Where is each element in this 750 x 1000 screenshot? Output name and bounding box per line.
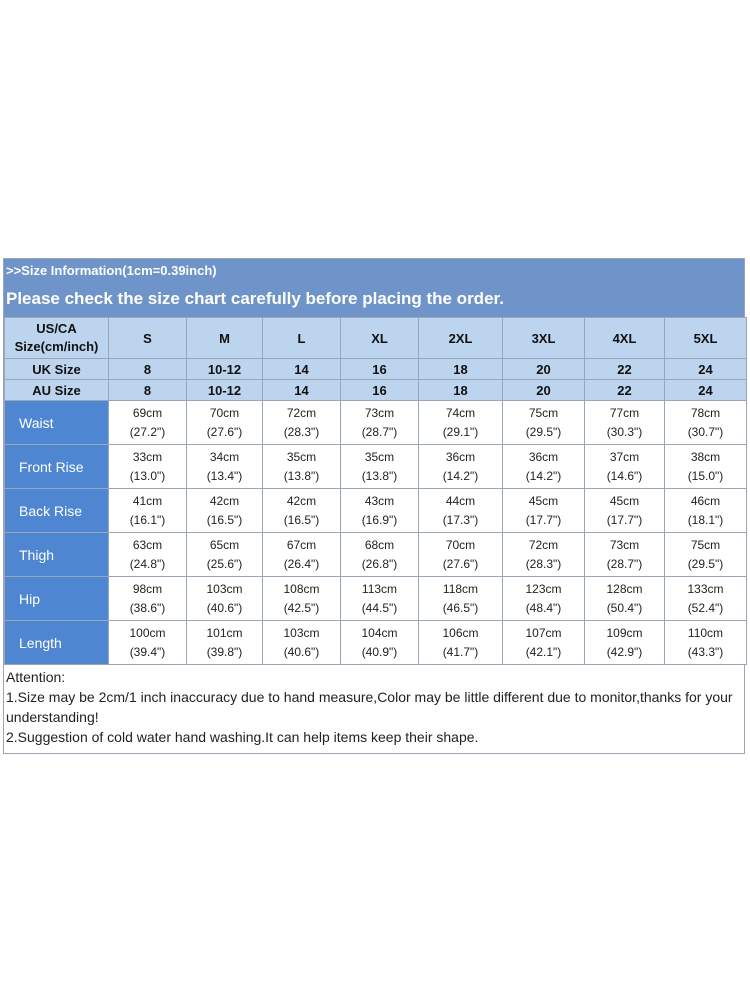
cm-value: 43cm bbox=[364, 493, 395, 508]
cm-value: 123cm bbox=[525, 581, 562, 596]
table-row bbox=[5, 401, 747, 445]
inch-value: (13.0") bbox=[129, 468, 166, 483]
measure-cell bbox=[585, 401, 665, 445]
measure-cell bbox=[109, 401, 187, 445]
corner-label bbox=[5, 318, 109, 359]
attention-notes bbox=[4, 665, 744, 753]
inch-value: (28.7") bbox=[606, 556, 643, 571]
inch-value: (24.8") bbox=[129, 556, 166, 571]
attention-note-2: 2.Suggestion of cold water hand washing.It can help items keep their shape. bbox=[6, 729, 479, 745]
inch-value: (27.2") bbox=[129, 424, 166, 439]
cm-value: 118cm bbox=[442, 581, 479, 596]
measure-label: Waist bbox=[5, 401, 109, 445]
measure-cell bbox=[419, 621, 503, 665]
inch-value: (28.3") bbox=[525, 556, 562, 571]
au-size-row bbox=[5, 380, 747, 401]
inch-value: (39.8") bbox=[206, 644, 243, 659]
inch-value: (17.7") bbox=[525, 512, 562, 527]
measure-cell bbox=[341, 401, 419, 445]
inch-value: (50.4") bbox=[606, 600, 643, 615]
cm-value: 108cm bbox=[283, 581, 320, 596]
measure-cell bbox=[263, 401, 341, 445]
inch-value: (38.6") bbox=[129, 600, 166, 615]
cm-value: 128cm bbox=[606, 581, 643, 596]
measure-cell bbox=[263, 445, 341, 489]
measure-cell bbox=[109, 445, 187, 489]
cm-value: 101cm bbox=[206, 625, 243, 640]
inch-value: (28.7") bbox=[361, 424, 398, 439]
cm-value: 70cm bbox=[445, 537, 476, 552]
inch-value: (43.3") bbox=[687, 644, 724, 659]
au-size-value: 18 bbox=[419, 380, 503, 401]
measure-cell bbox=[187, 533, 263, 577]
measure-cell bbox=[187, 401, 263, 445]
inch-value: (26.8") bbox=[361, 556, 398, 571]
cm-value: 110cm bbox=[687, 625, 724, 640]
measure-cell bbox=[585, 577, 665, 621]
cm-value: 70cm bbox=[209, 405, 240, 420]
cm-value: 133cm bbox=[687, 581, 724, 596]
inch-value: (40.6") bbox=[283, 644, 320, 659]
inch-value: (27.6") bbox=[442, 556, 479, 571]
au-size-value: 22 bbox=[585, 380, 665, 401]
us-size-4xl: 4XL bbox=[585, 318, 665, 359]
check-notice-banner: Please check the size chart carefully before placing the order. bbox=[4, 283, 744, 317]
inch-value: (39.4") bbox=[129, 644, 166, 659]
measure-cell bbox=[503, 401, 585, 445]
measure-cell bbox=[341, 577, 419, 621]
attention-title: Attention: bbox=[6, 669, 66, 685]
inch-value: (18.1") bbox=[687, 512, 724, 527]
measure-cell bbox=[419, 577, 503, 621]
measure-cell bbox=[503, 621, 585, 665]
table-row bbox=[5, 621, 747, 665]
cm-value: 41cm bbox=[132, 493, 163, 508]
cm-value: 44cm bbox=[445, 493, 476, 508]
inch-value: (27.6") bbox=[206, 424, 243, 439]
table-row bbox=[5, 445, 747, 489]
measure-cell bbox=[109, 533, 187, 577]
cm-value: 107cm bbox=[525, 625, 562, 640]
uk-size-value: 10-12 bbox=[187, 359, 263, 380]
cm-value: 42cm bbox=[286, 493, 317, 508]
inch-value: (29.5") bbox=[525, 424, 562, 439]
inch-value: (26.4") bbox=[283, 556, 320, 571]
measure-cell bbox=[665, 445, 747, 489]
inch-value: (16.5") bbox=[206, 512, 243, 527]
us-size-m: M bbox=[187, 318, 263, 359]
cm-value: 67cm bbox=[286, 537, 317, 552]
uk-size-value: 16 bbox=[341, 359, 419, 380]
cm-value: 37cm bbox=[609, 449, 640, 464]
au-size-value: 16 bbox=[341, 380, 419, 401]
cm-value: 63cm bbox=[132, 537, 163, 552]
au-size-value: 14 bbox=[263, 380, 341, 401]
corner-label-unit: Size(cm/inch) bbox=[14, 339, 99, 354]
cm-value: 73cm bbox=[609, 537, 640, 552]
measure-cell bbox=[109, 577, 187, 621]
inch-value: (29.5") bbox=[687, 556, 724, 571]
measure-cell bbox=[585, 445, 665, 489]
inch-value: (14.6") bbox=[606, 468, 643, 483]
measure-cell bbox=[109, 621, 187, 665]
uk-size-row bbox=[5, 359, 747, 380]
cm-value: 78cm bbox=[690, 405, 721, 420]
measure-cell bbox=[503, 445, 585, 489]
cm-value: 106cm bbox=[442, 625, 479, 640]
inch-value: (44.5") bbox=[361, 600, 398, 615]
measure-cell bbox=[503, 577, 585, 621]
measure-cell bbox=[665, 533, 747, 577]
inch-value: (42.1") bbox=[525, 644, 562, 659]
inch-value: (40.6") bbox=[206, 600, 243, 615]
measure-cell bbox=[187, 445, 263, 489]
inch-value: (17.3") bbox=[442, 512, 479, 527]
uk-size-value: 14 bbox=[263, 359, 341, 380]
measure-cell bbox=[187, 577, 263, 621]
inch-value: (14.2") bbox=[442, 468, 479, 483]
cm-value: 103cm bbox=[206, 581, 243, 596]
measure-label: Thigh bbox=[5, 533, 109, 577]
size-chart bbox=[3, 258, 745, 754]
size-info-banner: >>Size Information(1cm=0.39inch) bbox=[4, 259, 744, 283]
corner-label-us: US/CA bbox=[36, 321, 77, 336]
attention-note-1: 1.Size may be 2cm/1 inch inaccuracy due to hand measure,Color may be little different due to monitor,thanks for your understanding! bbox=[6, 689, 733, 725]
measure-label: Back Rise bbox=[5, 489, 109, 533]
cm-value: 68cm bbox=[364, 537, 395, 552]
cm-value: 104cm bbox=[361, 625, 398, 640]
table-row bbox=[5, 577, 747, 621]
measure-cell bbox=[585, 489, 665, 533]
us-size-xl: XL bbox=[341, 318, 419, 359]
measure-cell bbox=[341, 621, 419, 665]
inch-value: (14.2") bbox=[525, 468, 562, 483]
measure-cell bbox=[187, 489, 263, 533]
us-size-2xl: 2XL bbox=[419, 318, 503, 359]
measurement-rows bbox=[5, 401, 747, 665]
inch-value: (40.9") bbox=[361, 644, 398, 659]
inch-value: (30.7") bbox=[687, 424, 724, 439]
uk-size-label: UK Size bbox=[5, 359, 109, 380]
measure-label: Front Rise bbox=[5, 445, 109, 489]
cm-value: 69cm bbox=[132, 405, 163, 420]
cm-value: 100cm bbox=[129, 625, 166, 640]
measure-cell bbox=[341, 489, 419, 533]
measure-cell bbox=[503, 489, 585, 533]
inch-value: (30.3") bbox=[606, 424, 643, 439]
table-row bbox=[5, 489, 747, 533]
cm-value: 65cm bbox=[209, 537, 240, 552]
inch-value: (28.3") bbox=[283, 424, 320, 439]
inch-value: (52.4") bbox=[687, 600, 724, 615]
measure-cell bbox=[263, 577, 341, 621]
us-size-l: L bbox=[263, 318, 341, 359]
cm-value: 34cm bbox=[209, 449, 240, 464]
us-size-row bbox=[5, 318, 747, 359]
inch-value: (29.1") bbox=[442, 424, 479, 439]
measure-cell bbox=[341, 533, 419, 577]
cm-value: 103cm bbox=[283, 625, 320, 640]
inch-value: (15.0") bbox=[687, 468, 724, 483]
inch-value: (16.5") bbox=[283, 512, 320, 527]
inch-value: (25.6") bbox=[206, 556, 243, 571]
inch-value: (17.7") bbox=[606, 512, 643, 527]
inch-value: (46.5") bbox=[442, 600, 479, 615]
cm-value: 75cm bbox=[528, 405, 559, 420]
cm-value: 74cm bbox=[445, 405, 476, 420]
cm-value: 109cm bbox=[606, 625, 643, 640]
au-size-value: 8 bbox=[109, 380, 187, 401]
inch-value: (16.9") bbox=[361, 512, 398, 527]
cm-value: 35cm bbox=[286, 449, 317, 464]
au-size-label: AU Size bbox=[5, 380, 109, 401]
cm-value: 72cm bbox=[286, 405, 317, 420]
inch-value: (13.8") bbox=[361, 468, 398, 483]
measure-cell bbox=[665, 401, 747, 445]
cm-value: 45cm bbox=[609, 493, 640, 508]
table-row bbox=[5, 533, 747, 577]
measure-cell bbox=[109, 489, 187, 533]
cm-value: 36cm bbox=[445, 449, 476, 464]
measure-cell bbox=[665, 577, 747, 621]
cm-value: 33cm bbox=[132, 449, 163, 464]
cm-value: 36cm bbox=[528, 449, 559, 464]
au-size-value: 10-12 bbox=[187, 380, 263, 401]
measure-cell bbox=[419, 489, 503, 533]
measure-cell bbox=[187, 621, 263, 665]
measure-cell bbox=[665, 621, 747, 665]
measure-label: Hip bbox=[5, 577, 109, 621]
cm-value: 42cm bbox=[209, 493, 240, 508]
cm-value: 77cm bbox=[609, 405, 640, 420]
measure-cell bbox=[503, 533, 585, 577]
measure-cell bbox=[341, 445, 419, 489]
measure-cell bbox=[419, 445, 503, 489]
au-size-value: 24 bbox=[665, 380, 747, 401]
cm-value: 72cm bbox=[528, 537, 559, 552]
measure-cell bbox=[263, 489, 341, 533]
measure-cell bbox=[419, 533, 503, 577]
cm-value: 45cm bbox=[528, 493, 559, 508]
inch-value: (16.1") bbox=[129, 512, 166, 527]
au-size-value: 20 bbox=[503, 380, 585, 401]
measure-cell bbox=[419, 401, 503, 445]
us-size-s: S bbox=[109, 318, 187, 359]
inch-value: (42.9") bbox=[606, 644, 643, 659]
inch-value: (41.7") bbox=[442, 644, 479, 659]
uk-size-value: 18 bbox=[419, 359, 503, 380]
cm-value: 75cm bbox=[690, 537, 721, 552]
uk-size-value: 24 bbox=[665, 359, 747, 380]
measure-label: Length bbox=[5, 621, 109, 665]
measure-cell bbox=[585, 621, 665, 665]
us-size-5xl: 5XL bbox=[665, 318, 747, 359]
cm-value: 73cm bbox=[364, 405, 395, 420]
measure-cell bbox=[263, 533, 341, 577]
measure-cell bbox=[585, 533, 665, 577]
cm-value: 113cm bbox=[361, 581, 398, 596]
uk-size-value: 22 bbox=[585, 359, 665, 380]
inch-value: (13.4") bbox=[206, 468, 243, 483]
uk-size-value: 20 bbox=[503, 359, 585, 380]
uk-size-value: 8 bbox=[109, 359, 187, 380]
measure-cell bbox=[665, 489, 747, 533]
cm-value: 38cm bbox=[690, 449, 721, 464]
size-table bbox=[4, 317, 747, 665]
cm-value: 35cm bbox=[364, 449, 395, 464]
inch-value: (48.4") bbox=[525, 600, 562, 615]
inch-value: (13.8") bbox=[283, 468, 320, 483]
cm-value: 98cm bbox=[132, 581, 163, 596]
measure-cell bbox=[263, 621, 341, 665]
us-size-3xl: 3XL bbox=[503, 318, 585, 359]
inch-value: (42.5") bbox=[283, 600, 320, 615]
cm-value: 46cm bbox=[690, 493, 721, 508]
